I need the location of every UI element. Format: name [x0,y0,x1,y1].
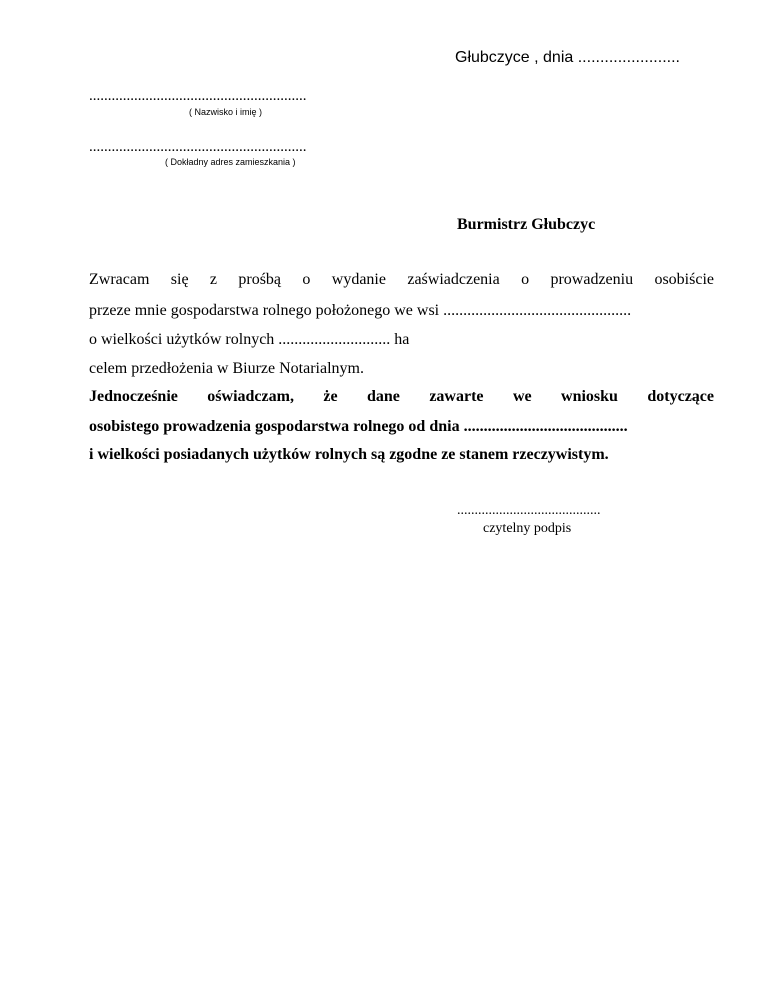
name-field-line: .......................................................... [89,88,307,104]
request-line-3: o wielkości użytków rolnych ............................ ha [89,331,410,348]
declaration-line-1: Jednocześnie oświadczam, że dane zawarte we wniosku dotyczące [89,388,714,405]
address-field-line: .......................................................... [89,139,307,155]
place-date-line: Głubczyce , dnia ....................... [455,49,680,66]
signature-line: ......................................... [457,503,601,518]
signature-caption: czytelny podpis [483,521,572,536]
request-line-4: celem przedłożenia w Biurze Notarialnym. [89,360,364,377]
address-field-caption: ( Dokładny adres zamieszkania ) [165,157,296,167]
declaration-line-3: i wielkości posiadanych użytków rolnych są zgodne ze stanem rzeczywistym. [89,446,609,463]
addressee: Burmistrz Głubczyc [457,216,596,233]
request-line-2: przeze mnie gospodarstwa rolnego położonego we wsi ............................................... [89,302,632,319]
name-field-caption: ( Nazwisko i imię ) [189,107,263,117]
request-line-1: Zwracam się z prośbą o wydanie zaświadczenia o prowadzeniu osobiście [89,271,714,288]
declaration-line-2: osobistego prowadzenia gospodarstwa rolnego od dnia ......................................... [89,418,628,435]
